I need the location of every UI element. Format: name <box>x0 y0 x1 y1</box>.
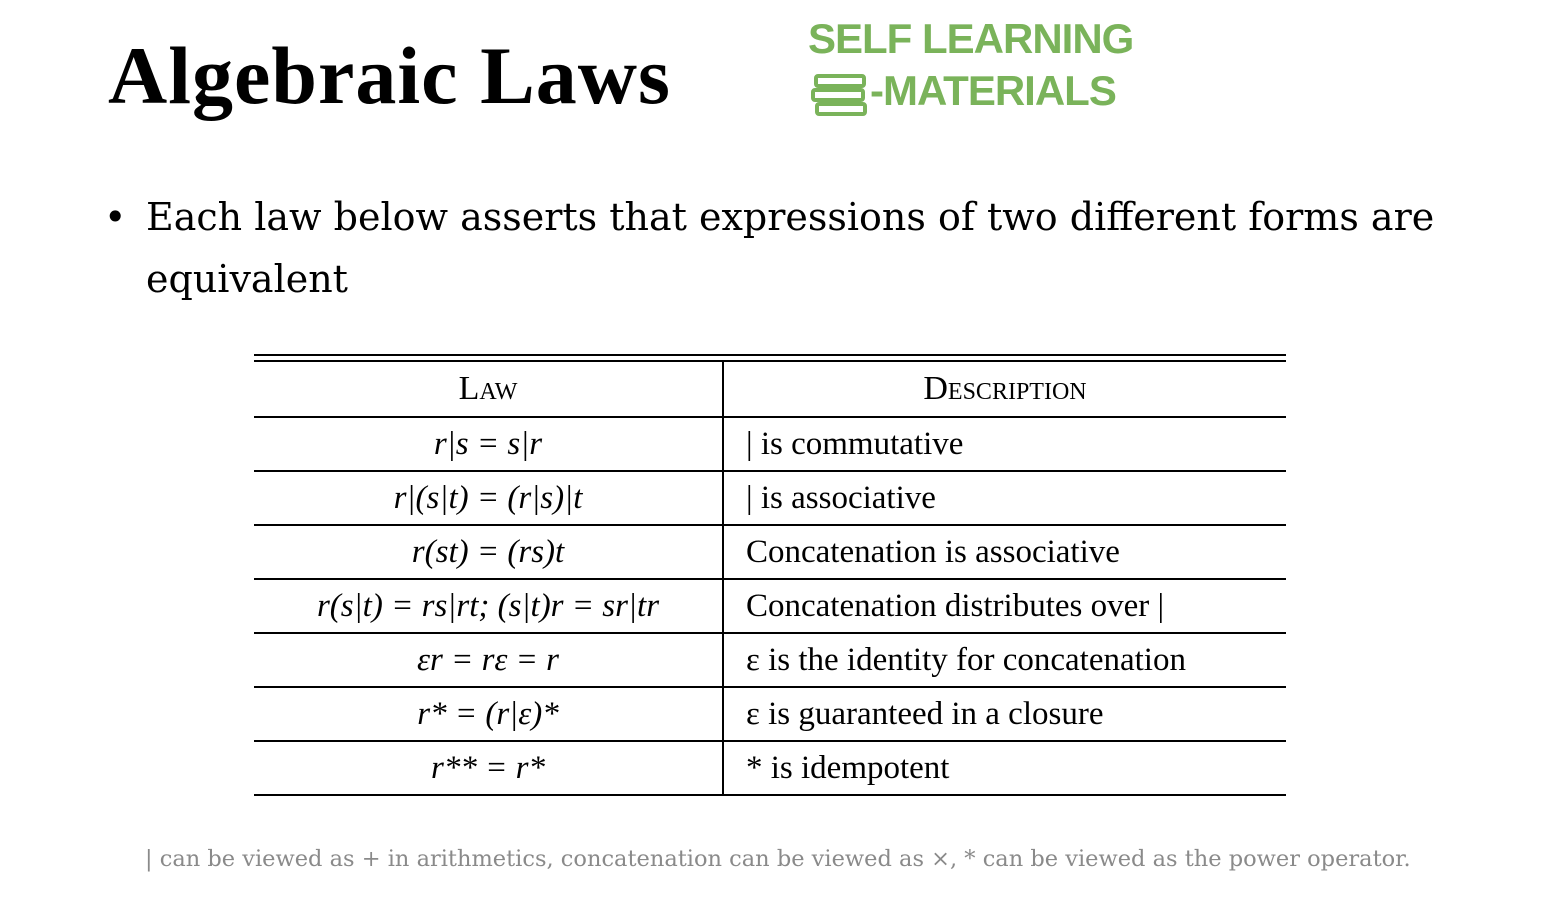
page-title: Algebraic Laws <box>108 30 671 121</box>
description-cell: ε is the identity for concatenation <box>723 633 1286 687</box>
law-cell: r* = (r|ε)* <box>254 687 723 741</box>
table-row <box>254 417 1286 471</box>
description-cell: | is associative <box>723 471 1286 525</box>
table-top-rule <box>254 354 1286 356</box>
logo-text-line1: SELF LEARNING <box>808 15 1134 62</box>
footnote: | can be viewed as + in arithmetics, concatenation can be viewed as ×, * can be viewed as the power operator. <box>145 846 1411 872</box>
law-cell: r(s|t) = rs|rt; (s|t)r = sr|tr <box>254 579 723 633</box>
law-cell: εr = rε = r <box>254 633 723 687</box>
description-cell: * is idempotent <box>723 741 1286 795</box>
table-row <box>254 687 1286 741</box>
law-cell: r|(s|t) = (r|s)|t <box>254 471 723 525</box>
header-description: Description <box>723 361 1286 417</box>
table <box>254 360 1286 796</box>
logo-text-line2: -MATERIALS <box>870 67 1116 114</box>
table-row <box>254 633 1286 687</box>
description-cell: Concatenation is associative <box>723 525 1286 579</box>
bullet-item <box>104 186 1444 310</box>
table-row <box>254 579 1286 633</box>
bullet-text: Each law below asserts that expressions of two different forms are equivalent <box>146 195 1435 301</box>
bullet-dot: • <box>104 195 127 239</box>
description-cell: ε is guaranteed in a closure <box>723 687 1286 741</box>
header-law: Law <box>254 361 723 417</box>
table-row <box>254 471 1286 525</box>
table-row <box>254 741 1286 795</box>
table-row <box>254 525 1286 579</box>
description-cell: Concatenation distributes over | <box>723 579 1286 633</box>
books-icon <box>810 72 870 118</box>
law-cell: r|s = s|r <box>254 417 723 471</box>
description-cell: | is commutative <box>723 417 1286 471</box>
law-cell: r** = r* <box>254 741 723 795</box>
law-cell: r(st) = (rs)t <box>254 525 723 579</box>
laws-table <box>254 354 1286 796</box>
logo <box>806 16 1156 126</box>
table-header-row <box>254 361 1286 417</box>
